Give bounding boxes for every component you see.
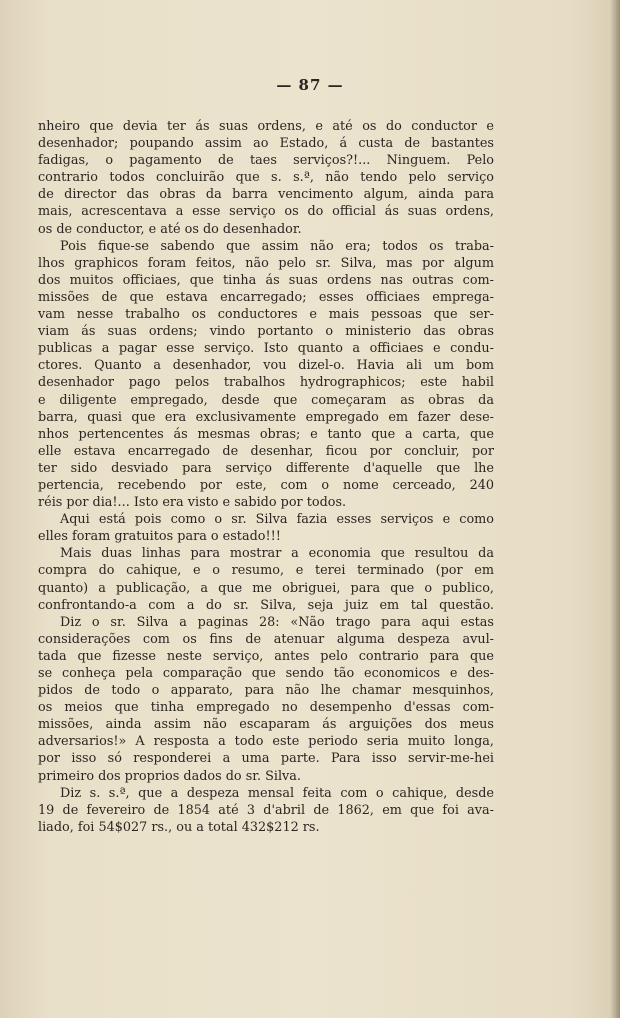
text-line: confrontando-a com a do sr. Silva, seja juiz em tal questão. xyxy=(38,597,494,613)
text-line: ter sido desviado para serviço differente d'aquelle que lhe xyxy=(38,460,494,476)
text-line: missões, ainda assim não escaparam ás arguições dos meus xyxy=(38,717,494,733)
text-line: considerações com os fins de atenuar alguma despeza avul- xyxy=(38,631,494,647)
text-line: adversarios!» A resposta a todo este periodo seria muito longa, xyxy=(38,734,494,750)
text-line: lhos graphicos foram feitos, não pelo sr. Silva, mas por algum xyxy=(38,255,494,271)
text-line: liado, foi 54$027 rs., ou a total 432$212 rs. xyxy=(38,819,320,835)
text-line: Aqui está pois como o sr. Silva fazia esses serviços e como xyxy=(60,512,494,528)
text-line: elle estava encarregado de desenhar, ficou por concluir, por xyxy=(38,443,494,459)
text-line: de director das obras da barra vencimento algum, ainda para xyxy=(38,187,494,203)
text-line: contrario todos concluirão que s. s.ª, não tendo pelo serviço xyxy=(38,170,494,186)
text-line: quanto) a publicação, a que me obriguei, para que o publico, xyxy=(38,580,494,596)
text-line: pertencia, recebendo por este, com o nome cerceado, 240 xyxy=(38,477,494,493)
text-line: vam nesse trabalho os conductores e mais pessoas que ser- xyxy=(38,307,494,323)
text-line: Diz o sr. Silva a paginas 28: «Não trago para aqui estas xyxy=(60,614,494,630)
text-line: nheiro que devia ter ás suas ordens, e até os do conductor e xyxy=(38,119,494,134)
text-line: primeiro dos proprios dados do sr. Silva. xyxy=(38,768,301,784)
text-line: mais, acrescentava a esse serviço os do official ás suas ordens, xyxy=(38,204,494,220)
text-line: os de conductor, e até os do desenhador. xyxy=(38,221,302,237)
text-line: 19 de fevereiro de 1854 até 3 d'abril de 1862, em que foi ava- xyxy=(38,802,494,818)
body-text xyxy=(38,118,494,836)
text-line: Diz s. s.ª, que a despeza mensal feita com o cahique, desde xyxy=(60,785,494,801)
text-line: Mais duas linhas para mostrar a economia que resultou da xyxy=(60,546,494,562)
text-line: compra do cahique, e o resumo, e terei terminado (por em xyxy=(38,563,494,579)
text-line: elles foram gratuitos para o estado!!! xyxy=(38,529,281,545)
text-line: ctores. Quanto a desenhador, vou dizel-o. Havia ali um bom xyxy=(38,358,494,374)
text-line: barra, quasi que era exclusivamente empregado em fazer dese- xyxy=(38,409,494,425)
page-edge-shadow xyxy=(610,0,620,1018)
text-line: réis por dia!... Isto era visto e sabido por todos. xyxy=(38,495,347,511)
text-line: publicas a pagar esse serviço. Isto quanto a officiaes e condu- xyxy=(38,341,494,357)
text-line: se conheça pela comparação que sendo tão economicos e des- xyxy=(38,666,494,681)
text-line: desenhador pago pelos trabalhos hydrographicos; este habil xyxy=(38,375,494,391)
text-line: dos muitos officiaes, que tinha ás suas ordens nas outras com- xyxy=(38,272,494,288)
text-line: Pois fique-se sabendo que assim não era; todos os traba- xyxy=(60,238,494,254)
text-line: tada que fizesse neste serviço, antes pelo contrario para que xyxy=(38,648,494,664)
text-line: nhos pertencentes ás mesmas obras; e tanto que a carta, que xyxy=(38,426,494,442)
page-number: — 87 — xyxy=(276,76,344,94)
text-line: e diligente empregado, desde que começaram as obras da xyxy=(38,392,494,408)
text-line: fadigas, o pagamento de taes serviços?!... Ninguem. Pelo xyxy=(38,153,494,169)
text-line: viam ás suas ordens; vindo portanto o ministerio das obras xyxy=(38,324,494,340)
text-line: pidos de todo o apparato, para não lhe chamar mesquinhos, xyxy=(38,683,494,699)
text-line: por isso só responderei a uma parte. Para isso servir-me-hei xyxy=(38,751,494,767)
text-line: desenhador; poupando assim ao Estado, á custa de bastantes xyxy=(38,136,494,152)
text-line: missões de que estava encarregado; esses officiaes emprega- xyxy=(38,289,494,305)
text-line: os meios que tinha empregado no desempenho d'essas com- xyxy=(38,700,494,716)
